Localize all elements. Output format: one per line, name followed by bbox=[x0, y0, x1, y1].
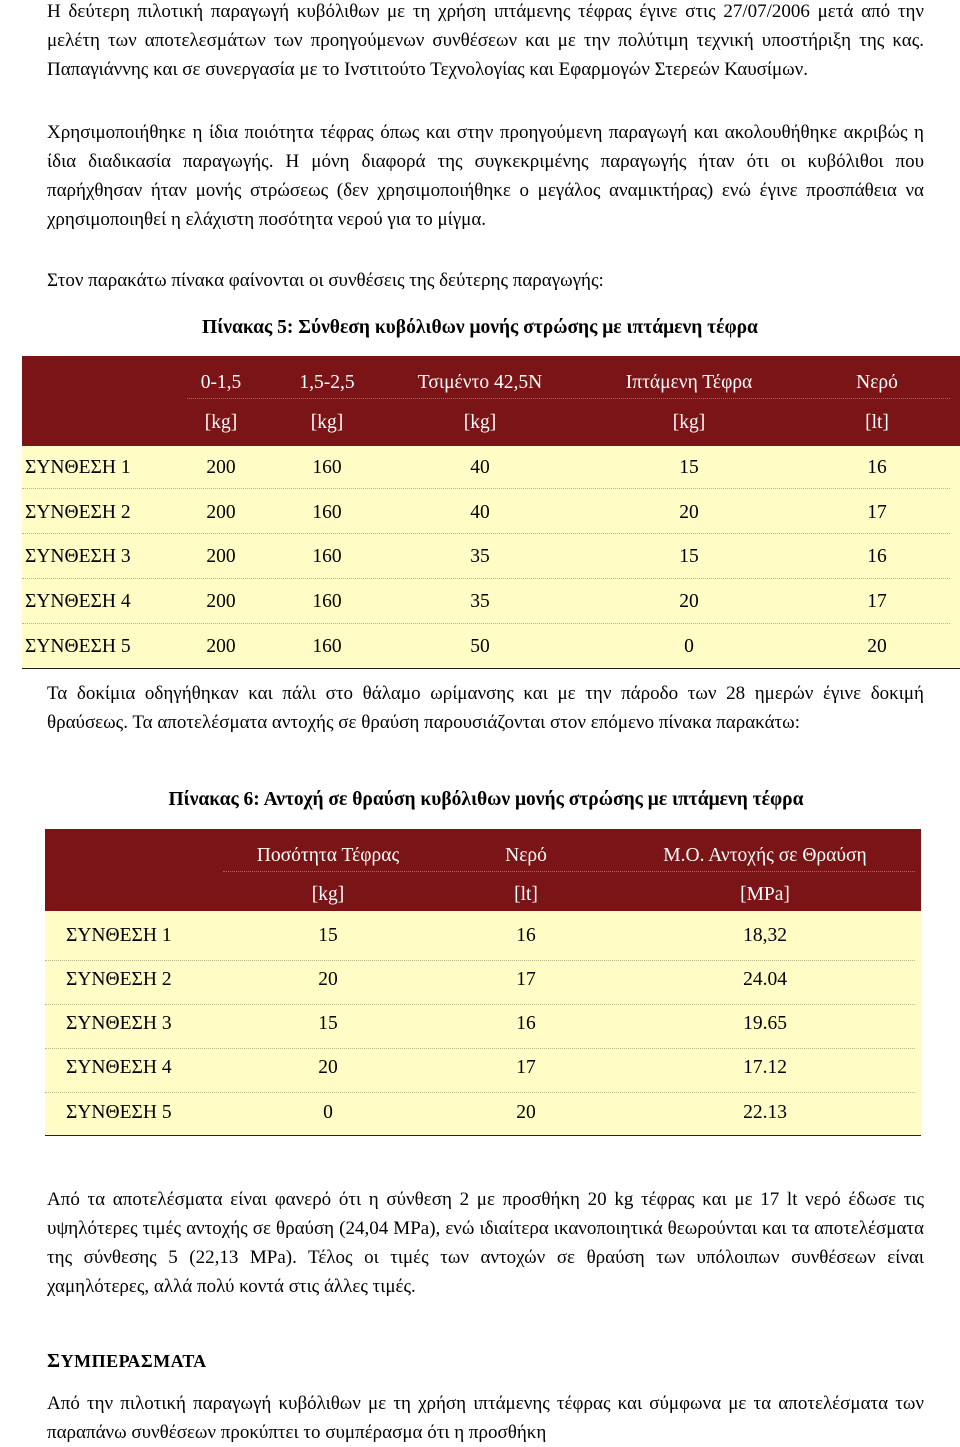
table5-cell: 17 bbox=[867, 591, 887, 612]
method-paragraph: Χρησιμοποιήθηκε η ίδια ποιότητα τέφρας όπως και στην προηγούμενη παραγωγή και ακολουθήθηκε ακριβώς η ίδια διαδικασία παραγωγής. Η μόνη διαφορά της συγκεκριμένης παραγωγής ήταν ότι οι κυβόλιθοι που παρήχθησαν ήταν μονής στρώσεως (δεν χρησιμοποιήθηκε ο μεγάλος αναμικτήρας) ενώ έγινε προσπάθεια να χρησιμοποιηθεί η ελάχιστη ποσότητα νερού για το μίγμα. bbox=[47, 122, 924, 230]
table5-cell: 160 bbox=[312, 636, 342, 657]
table5-cell: 15 bbox=[679, 546, 699, 567]
table5-row-label: ΣΥΝΘΕΣΗ 1 bbox=[25, 457, 131, 478]
table6-cell: 15 bbox=[318, 925, 338, 946]
table5-cell: 0 bbox=[684, 636, 694, 657]
conclusion-paragraph: Από την πιλοτική παραγωγή κυβόλιθων με τη χρήση ιπτάμενης τέφρας και σύμφωνα με τα αποτελέσματα των παραπάνω συνθέσεων προκύπτει το συμπέρασμα ότι η προσθήκη bbox=[47, 1393, 924, 1443]
table5-unit-col4: [kg] bbox=[672, 412, 706, 433]
table5-cell: 15 bbox=[679, 457, 699, 478]
table6-cell: 16 bbox=[516, 1013, 536, 1034]
table6 bbox=[45, 829, 921, 1135]
test-paragraph: Τα δοκίμια οδηγήθηκαν και πάλι στο θάλαμο ωρίμανσης και με την πάροδο των 28 ημερών έγινε δοκιμή θραύσεως. Τα αποτελέσματα αντοχής σε θραύση παρουσιάζονται στον επόμενο πίνακα παρακάτω: bbox=[47, 683, 924, 733]
table5-cell: 17 bbox=[867, 502, 887, 523]
table6-header-col3: Μ.Ο. Αντοχής σε Θραύση bbox=[663, 845, 867, 866]
table5-cell: 16 bbox=[867, 546, 887, 567]
section-heading-rest: ΥΜΠΕΡΑΣΜΑΤΑ bbox=[60, 1351, 207, 1371]
table6-row-label: ΣΥΝΘΕΣΗ 5 bbox=[66, 1102, 172, 1123]
table6-body bbox=[45, 911, 921, 1136]
table5-cell: 35 bbox=[470, 591, 490, 612]
table5-cell: 20 bbox=[867, 636, 887, 657]
table5-cell: 200 bbox=[206, 546, 236, 567]
table5-cell: 160 bbox=[312, 591, 342, 612]
table5-unit-col3: [kg] bbox=[463, 412, 497, 433]
section-heading bbox=[47, 1350, 207, 1373]
table6-cell: 16 bbox=[516, 925, 536, 946]
table5-header-col2: 1,5-2,5 bbox=[299, 372, 355, 393]
intro-paragraph: Η δεύτερη πιλοτική παραγωγή κυβόλιθων με τη χρήση ιπτάμενης τέφρας έγινε στις 27/07/2006 μετά από την μελέτη των αποτελεσμάτων των προηγούμενων συνθέσεων και με την πολύτιμη τεχνική υποστήριξη της κας. Παπαγιάννης και σε συνεργασία με το Ινστιτούτο Τεχνολογίας και Εφαρμογών Στερεών Καυσίμων. bbox=[47, 1, 924, 80]
table6-cell: 24.04 bbox=[743, 969, 787, 990]
table5-row-label: ΣΥΝΘΕΣΗ 2 bbox=[25, 502, 131, 523]
table5-header-col1: 0-1,5 bbox=[200, 372, 242, 393]
table5-header-col3: Τσιμέντο 42,5Ν bbox=[417, 372, 543, 393]
table5-cell: 40 bbox=[470, 502, 490, 523]
table5-row-divider bbox=[22, 533, 950, 534]
table5-header-col4: Ιπτάμενη Τέφρα bbox=[625, 372, 753, 393]
table6-caption: Πίνακας 6: Αντοχή σε θραύση κυβόλιθων μονής στρώσης με ιπτάμενη τέφρα bbox=[168, 789, 804, 810]
table5-row-label: ΣΥΝΘΕΣΗ 4 bbox=[25, 591, 131, 612]
results-paragraph: Από τα αποτελέσματα είναι φανερό ότι η σύνθεση 2 με προσθήκη 20 kg τέφρας και με 17 lt νερό έδωσε τις υψηλότερες τιμές αντοχής σε θραύση (24,04 MPa), ενώ ιδιαίτερα ικανοποιητικά θεωρούνται και τα αποτελέσματα της σύνθεσης 5 (22,13 MPa). Τέλος οι τιμές των αντοχών σε θραύση των υπόλοιπων συνθέσεων είναι χαμηλότερες, αλλά πολύ κοντά στις άλλες τιμές. bbox=[47, 1189, 924, 1297]
table5-cell: 200 bbox=[206, 457, 236, 478]
table5-cell: 160 bbox=[312, 457, 342, 478]
table5-cell: 20 bbox=[679, 502, 699, 523]
table5-unit-col1: [kg] bbox=[204, 412, 238, 433]
section-heading-initial: Σ bbox=[47, 1350, 61, 1372]
table6-unit-col2: [lt] bbox=[514, 884, 538, 905]
table5-row-divider bbox=[22, 578, 950, 579]
table5-row-divider bbox=[22, 488, 950, 489]
table6-cell: 0 bbox=[323, 1102, 333, 1123]
table6-cell: 19.65 bbox=[743, 1013, 787, 1034]
table5-cell: 200 bbox=[206, 502, 236, 523]
table6-row-label: ΣΥΝΘΕΣΗ 1 bbox=[66, 925, 172, 946]
table5-cell: 200 bbox=[206, 636, 236, 657]
table6-header-divider bbox=[223, 871, 915, 872]
table6-cell: 18,32 bbox=[743, 925, 787, 946]
table-intro-paragraph: Στον παρακάτω πίνακα φαίνονται οι συνθέσεις της δεύτερης παραγωγής: bbox=[47, 270, 604, 291]
table6-row-label: ΣΥΝΘΕΣΗ 3 bbox=[66, 1013, 172, 1034]
table5-cell: 50 bbox=[470, 636, 490, 657]
table6-unit-col1: [kg] bbox=[311, 884, 345, 905]
table5-unit-col2: [kg] bbox=[310, 412, 344, 433]
table6-cell: 22.13 bbox=[743, 1102, 787, 1123]
table6-cell: 17.12 bbox=[743, 1057, 787, 1078]
table5 bbox=[22, 356, 960, 668]
table6-header-col1: Ποσότητα Τέφρας bbox=[256, 845, 400, 866]
table5-cell: 160 bbox=[312, 546, 342, 567]
table6-cell: 15 bbox=[318, 1013, 338, 1034]
table5-cell: 16 bbox=[867, 457, 887, 478]
table6-row-divider bbox=[45, 960, 915, 961]
table5-row-label: ΣΥΝΘΕΣΗ 3 bbox=[25, 546, 131, 567]
table6-row-divider bbox=[45, 1092, 915, 1093]
table5-caption: Πίνακας 5: Σύνθεση κυβόλιθων μονής στρώσης με ιπτάμενη τέφρα bbox=[202, 317, 758, 338]
table5-cell: 40 bbox=[470, 457, 490, 478]
table5-cell: 35 bbox=[470, 546, 490, 567]
table6-cell: 20 bbox=[318, 969, 338, 990]
table6-cell: 17 bbox=[516, 969, 536, 990]
table5-body bbox=[22, 446, 960, 669]
table6-cell: 20 bbox=[318, 1057, 338, 1078]
table6-row-label: ΣΥΝΘΕΣΗ 2 bbox=[66, 969, 172, 990]
table5-cell: 160 bbox=[312, 502, 342, 523]
table6-cell: 20 bbox=[516, 1102, 536, 1123]
table5-header-divider bbox=[187, 398, 950, 399]
table6-row-divider bbox=[45, 1004, 915, 1005]
table5-header-col5: Νερό bbox=[856, 372, 898, 393]
table5-unit-col5: [lt] bbox=[865, 412, 889, 433]
table5-cell: 200 bbox=[206, 591, 236, 612]
table6-cell: 17 bbox=[516, 1057, 536, 1078]
table6-row-label: ΣΥΝΘΕΣΗ 4 bbox=[66, 1057, 172, 1078]
table5-cell: 20 bbox=[679, 591, 699, 612]
table6-unit-col3: [MPa] bbox=[740, 884, 790, 905]
table6-header-col2: Νερό bbox=[505, 845, 547, 866]
table5-row-divider bbox=[22, 623, 950, 624]
table5-row-label: ΣΥΝΘΕΣΗ 5 bbox=[25, 636, 131, 657]
table6-row-divider bbox=[45, 1048, 915, 1049]
